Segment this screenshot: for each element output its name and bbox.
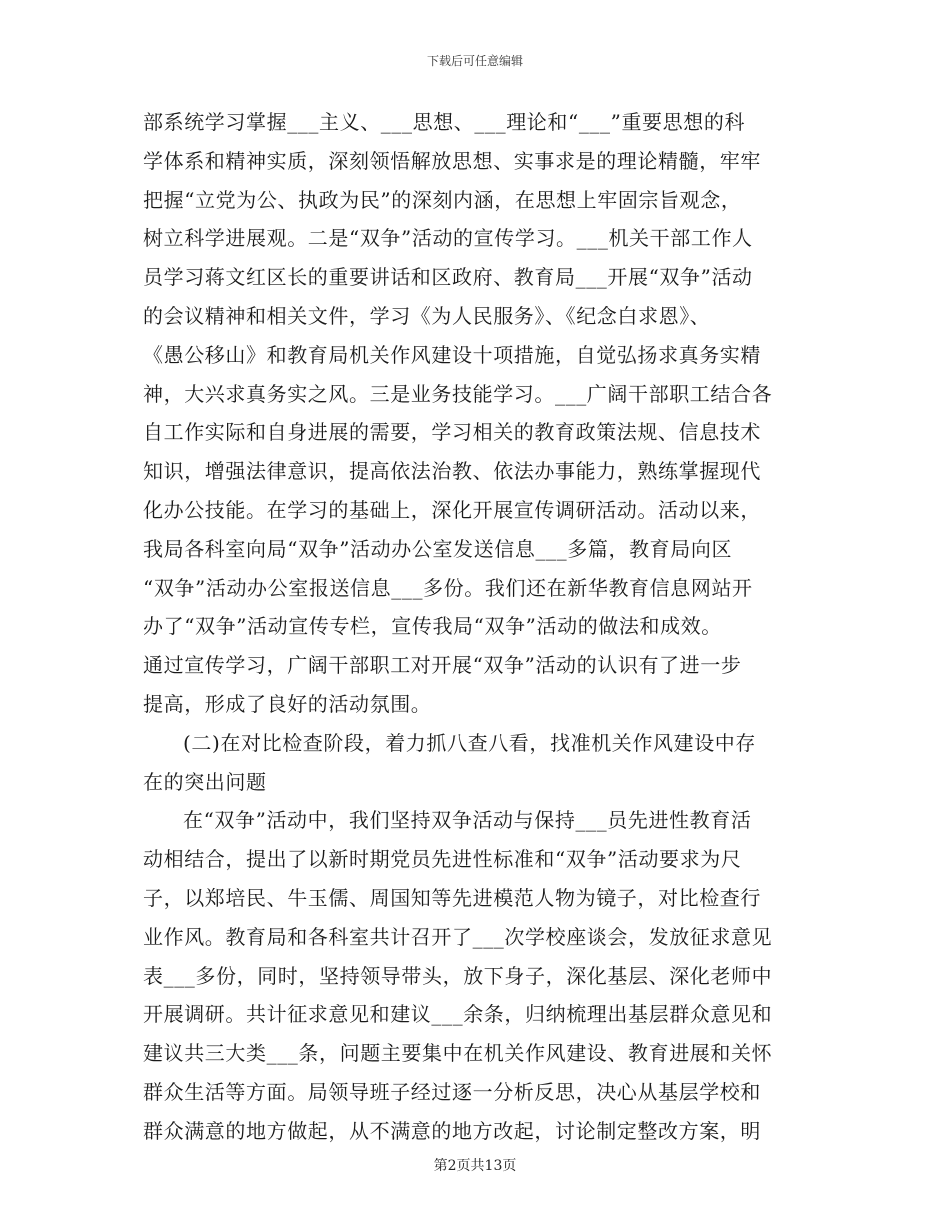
text-line: 子，以郑培民、牛玉儒、周国知等先进模范人物为镜子，对比检查行 [143, 885, 761, 910]
text-line: 的会议精神和相关文件，学习《为人民服务》、《纪念白求恩》、 [143, 303, 711, 328]
text-line: 树立科学进展观。二是“双争”活动的宣传学习。___机关干部工作人 [143, 226, 753, 251]
text-line: 办了“双争”活动宣传专栏，宣传我局“双争”活动的做法和成效。 [143, 614, 722, 639]
text-line: 提高，形成了良好的活动氛围。 [143, 691, 432, 716]
text-line: 学体系和精神实质，深刻领悟解放思想、实事求是的理论精髓，牢牢 [143, 148, 761, 173]
text-line: 《愚公移山》和教育局机关作风建设十项措施，自觉弘扬求真务实精 [143, 342, 761, 367]
text-line: 通过宣传学习，广阔干部职工对开展“双争”活动的认识有了进一步 [143, 653, 742, 678]
text-line: 我局各科室向局“双争”活动办公室发送信息___多篇，教育局向区 [143, 536, 733, 561]
page-header: 下载后可任意编辑 [426, 54, 523, 68]
text-line: 员学习蒋文红区长的重要讲话和区政府、教育局___开展“双争”活动 [143, 265, 753, 290]
text-line: 开展调研。共计征求意见和建议___余条，归纳梳理出基层群众意见和 [143, 1002, 773, 1027]
text-line: 把握“立党为公、执政为民”的深刻内涵，在思想上牢固宗旨观念， [143, 187, 742, 212]
text-line: 知识，增强法律意识，提高依法治教、依法办事能力，熟练掌握现代 [143, 459, 761, 484]
text-line: “双争”活动办公室报送信息___多份。我们还在新华教育信息网站开 [143, 575, 753, 600]
text-line: 在“双争”活动中，我们坚持双争活动与保持___员先进性教育活 [183, 808, 752, 833]
page-number: 第2页共13页 [433, 1158, 517, 1174]
text-line: 群众满意的地方做起，从不满意的地方改起，讨论制定整改方案，明 [143, 1118, 761, 1143]
text-line: 自工作实际和自身进展的需要，学习相关的教育政策法规、信息技术 [143, 420, 761, 445]
text-line: 化办公技能。在学习的基础上，深化开展宣传调研活动。活动以来， [143, 497, 761, 522]
text-line: (二)在对比检查阶段，着力抓八查八看，找准机关作风建设中存 [183, 730, 757, 755]
text-line: 在的突出问题 [143, 769, 267, 794]
document-body [143, 103, 808, 1151]
text-line: 动相结合，提出了以新时期党员先进性标准和“双争”活动要求为尺 [143, 847, 742, 872]
text-line: 部系统学习掌握___主义、___思想、___理论和“___”重要思想的科 [143, 110, 746, 134]
text-line: 表___多份，同时，坚持领导带头，放下身子，深化基层、深化老师中 [143, 963, 773, 988]
text-line: 群众生活等方面。局领导班子经过逐一分析反思，决心从基层学校和 [143, 1079, 761, 1104]
text-line: 业作风。教育局和各科室共计召开了___次学校座谈会，发放征求意见 [143, 924, 773, 949]
text-line: 神，大兴求真务实之风。三是业务技能学习。___广阔干部职工结合各 [143, 381, 773, 406]
text-line: 建议共三大类___条，问题主要集中在机关作风建设、教育进展和关怀 [143, 1041, 773, 1066]
